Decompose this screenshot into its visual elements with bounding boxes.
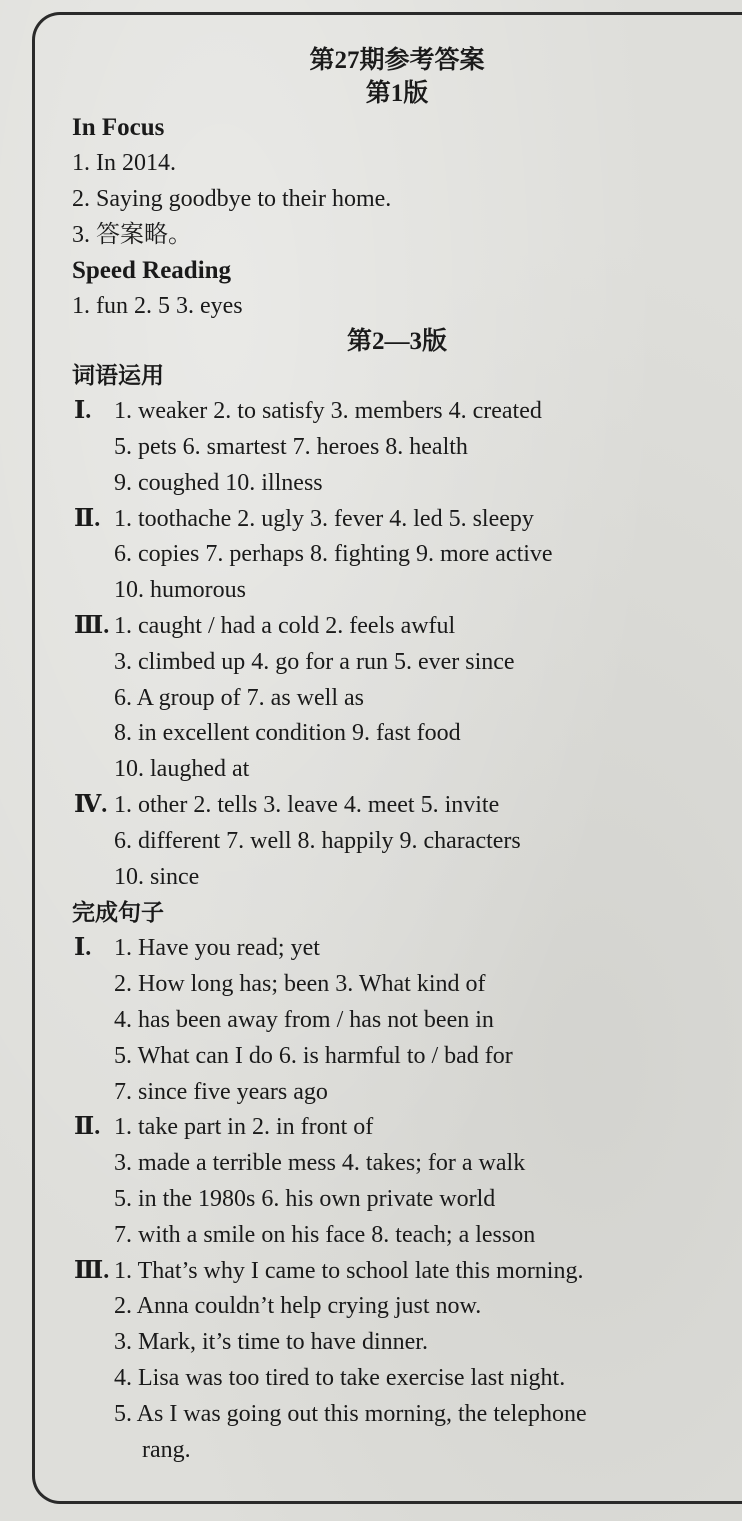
answer-line: 3. Mark, it’s time to have dinner. xyxy=(114,1329,428,1356)
answer-line: 5. As I was going out this morning, the telephone xyxy=(114,1400,587,1427)
answer-line: 9. coughed 10. illness xyxy=(114,469,323,496)
answer-line: 5. in the 1980s 6. his own private world xyxy=(114,1185,496,1212)
answer-line: 1. That’s why I came to school late this morning. xyxy=(114,1257,584,1284)
answer-line: 2. How long has; been 3. What kind of xyxy=(114,971,486,998)
vocab-group-4 xyxy=(72,788,722,824)
answer-line-continuation: rang. xyxy=(142,1436,191,1463)
group-numeral: Ⅲ. xyxy=(74,1257,110,1284)
vocab-group-1 xyxy=(72,394,722,430)
vocab-group-3 xyxy=(72,609,722,645)
group-numeral: Ⅱ. xyxy=(74,505,101,532)
section-2-3-title: 第2—3版 xyxy=(346,328,447,356)
in-focus-heading: In Focus xyxy=(72,114,165,141)
in-focus-line: 3. 答案略。 xyxy=(72,221,192,248)
answer-line: 6. A group of 7. as well as xyxy=(114,684,364,711)
answer-line: 10. laughed at xyxy=(114,756,250,783)
answer-line: 4. has been away from / has not been in xyxy=(114,1006,494,1033)
group-numeral: Ⅱ. xyxy=(74,1114,101,1141)
group-numeral: Ⅰ. xyxy=(74,398,92,425)
answer-line: 6. copies 7. perhaps 8. fighting 9. more active xyxy=(114,541,553,568)
answer-line: 5. What can I do 6. is harmful to / bad for xyxy=(114,1042,513,1069)
section-1-title: 第1版 xyxy=(365,80,429,107)
answer-line: 8. in excellent condition 9. fast food xyxy=(114,720,461,747)
answer-line: 4. Lisa was too tired to take exercise last night. xyxy=(114,1364,566,1391)
sentences-heading: 完成句子 xyxy=(72,900,164,927)
issue-title: 第27期参考答案 xyxy=(309,47,485,74)
vocab-heading: 词语运用 xyxy=(72,363,164,390)
answer-line: 1. toothache 2. ugly 3. fever 4. led 5. sleepy xyxy=(114,505,534,532)
answer-line: 3. climbed up 4. go for a run 5. ever since xyxy=(114,648,515,675)
in-focus-line: 2. Saying goodbye to their home. xyxy=(72,185,392,212)
answer-line: 10. since xyxy=(114,863,200,890)
speed-reading-heading: Speed Reading xyxy=(72,257,232,285)
answer-line: 6. different 7. well 8. happily 9. characters xyxy=(114,827,521,854)
group-numeral: Ⅲ. xyxy=(74,612,110,639)
answer-line: 1. caught / had a cold 2. feels awful xyxy=(114,612,456,639)
group-numeral: Ⅰ. xyxy=(74,935,92,962)
answer-line: 5. pets 6. smartest 7. heroes 8. health xyxy=(114,433,468,460)
answer-line: 10. humorous xyxy=(114,577,246,604)
vocab-group-2 xyxy=(72,502,722,538)
sentences-group-3 xyxy=(72,1254,722,1290)
in-focus-line: 1. In 2014. xyxy=(72,150,176,176)
answer-line: 1. weaker 2. to satisfy 3. members 4. created xyxy=(114,398,542,425)
sentences-group-1 xyxy=(72,931,722,967)
answer-line: 7. since five years ago xyxy=(114,1078,328,1105)
sentences-group-2 xyxy=(72,1110,722,1146)
answer-line: 1. Have you read; yet xyxy=(114,935,320,962)
answer-line: 3. made a terrible mess 4. takes; for a walk xyxy=(114,1150,526,1177)
speed-reading-answers: 1. fun 2. 5 3. eyes xyxy=(72,293,243,320)
group-numeral: Ⅳ. xyxy=(74,791,108,818)
answer-content xyxy=(72,44,722,1468)
answer-line: 1. other 2. tells 3. leave 4. meet 5. invite xyxy=(114,791,500,818)
answer-line: 1. take part in 2. in front of xyxy=(114,1114,374,1141)
answer-line: 2. Anna couldn’t help crying just now. xyxy=(114,1293,482,1320)
answer-line: 7. with a smile on his face 8. teach; a lesson xyxy=(114,1221,536,1248)
